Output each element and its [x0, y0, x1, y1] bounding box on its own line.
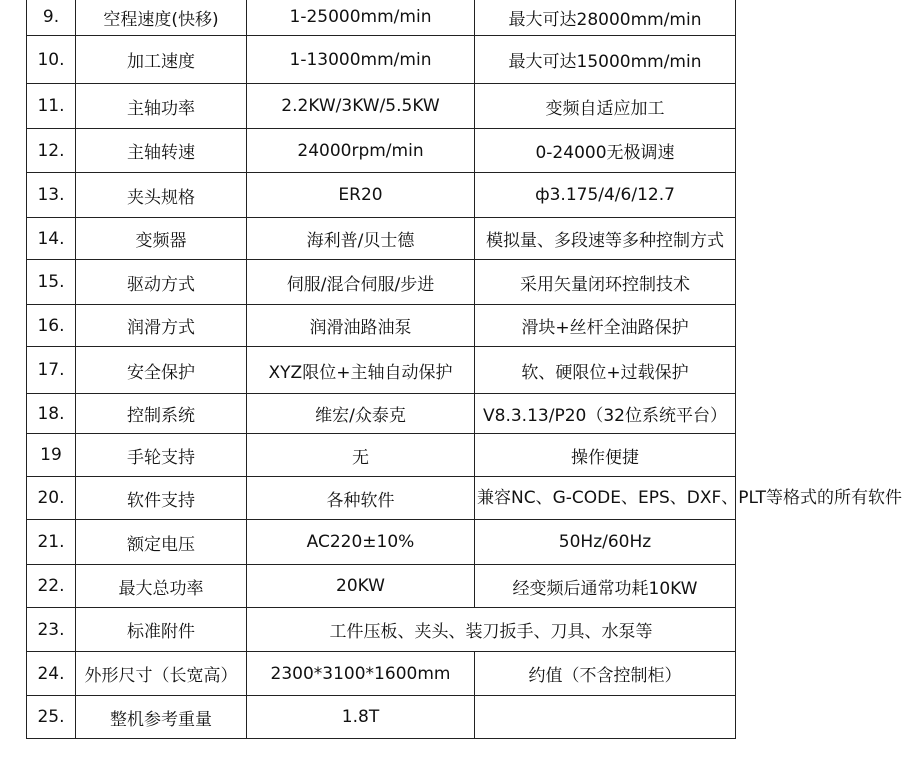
table-row [27, 520, 736, 565]
row-number: 23. [27, 608, 76, 652]
parameter-value: ER20 [247, 173, 475, 218]
parameter-note: 操作便捷 [475, 434, 736, 477]
parameter-name: 最大总功率 [76, 565, 247, 608]
parameter-name: 主轴转速 [76, 129, 247, 173]
table-row [27, 608, 736, 652]
table-row [27, 84, 736, 129]
table-row [27, 260, 736, 305]
parameter-value: 伺服/混合伺服/步进 [247, 260, 475, 305]
parameter-note [475, 696, 736, 739]
parameter-value: 无 [247, 434, 475, 477]
table-row [27, 434, 736, 477]
row-number: 21. [27, 520, 76, 565]
parameter-value: 24000rpm/min [247, 129, 475, 173]
row-number: 20. [27, 477, 76, 520]
table-row [27, 394, 736, 434]
parameter-note: 0-24000无极调速 [475, 129, 736, 173]
parameter-value: 润滑油路油泵 [247, 305, 475, 347]
row-number: 22. [27, 565, 76, 608]
row-number: 13. [27, 173, 76, 218]
row-number: 12. [27, 129, 76, 173]
parameter-value: 1-13000mm/min [247, 36, 475, 84]
parameter-value: 工件压板、夹头、装刀扳手、刀具、水泵等 [247, 608, 736, 652]
row-number: 9. [27, 0, 76, 36]
table-row [27, 347, 736, 394]
parameter-value: 20KW [247, 565, 475, 608]
table-row [27, 218, 736, 260]
parameter-value: 海利普/贝士德 [247, 218, 475, 260]
row-number: 17. [27, 347, 76, 394]
parameter-name: 空程速度(快移) [76, 0, 247, 36]
parameter-note: V8.3.13/P20（32位系统平台） [475, 394, 736, 434]
parameter-note: 50Hz/60Hz [475, 520, 736, 565]
parameter-name: 控制系统 [76, 394, 247, 434]
parameter-note: ф3.175/4/6/12.7 [475, 173, 736, 218]
parameter-name: 主轴功率 [76, 84, 247, 129]
parameter-note: 模拟量、多段速等多种控制方式 [475, 218, 736, 260]
parameter-name: 额定电压 [76, 520, 247, 565]
spec-table [26, 0, 902, 739]
table-row [27, 173, 736, 218]
parameter-value: 各种软件 [247, 477, 475, 520]
parameter-name: 变频器 [76, 218, 247, 260]
parameter-name: 润滑方式 [76, 305, 247, 347]
table-row [27, 477, 736, 520]
parameter-note: 软、硬限位+过载保护 [475, 347, 736, 394]
parameter-note: 经变频后通常功耗10KW [475, 565, 736, 608]
row-number: 24. [27, 652, 76, 696]
row-number: 14. [27, 218, 76, 260]
table-row [27, 565, 736, 608]
parameter-value: 1.8T [247, 696, 475, 739]
row-number: 10. [27, 36, 76, 84]
parameter-note: 滑块+丝杆全油路保护 [475, 305, 736, 347]
parameter-name: 标准附件 [76, 608, 247, 652]
row-number: 19 [27, 434, 76, 477]
table-row [27, 696, 736, 739]
row-number: 11. [27, 84, 76, 129]
table-row [27, 129, 736, 173]
parameter-name: 软件支持 [76, 477, 247, 520]
parameter-name: 外形尺寸（长宽高） [76, 652, 247, 696]
parameter-name: 夹头规格 [76, 173, 247, 218]
parameter-note: 最大可达15000mm/min [475, 36, 736, 84]
table-row [27, 0, 736, 36]
parameter-name: 驱动方式 [76, 260, 247, 305]
table-row [27, 652, 736, 696]
parameter-note: 采用矢量闭环控制技术 [475, 260, 736, 305]
parameter-name: 加工速度 [76, 36, 247, 84]
parameter-value: 2.2KW/3KW/5.5KW [247, 84, 475, 129]
table-row [27, 36, 736, 84]
spec-table-body [27, 0, 902, 739]
parameter-name: 手轮支持 [76, 434, 247, 477]
parameter-note: 最大可达28000mm/min [475, 0, 736, 36]
parameter-note: 约值（不含控制柜） [475, 652, 736, 696]
row-number: 18. [27, 394, 76, 434]
row-number: 15. [27, 260, 76, 305]
row-number: 25. [27, 696, 76, 739]
parameter-name: 安全保护 [76, 347, 247, 394]
row-number: 16. [27, 305, 76, 347]
parameter-value: 维宏/众泰克 [247, 394, 475, 434]
table-row [27, 305, 736, 347]
parameter-value: 2300*3100*1600mm [247, 652, 475, 696]
parameter-value: 1-25000mm/min [247, 0, 475, 36]
parameter-note: 兼容NC、G-CODE、EPS、DXF、PLT等格式的所有软件 [475, 477, 736, 520]
parameter-value: AC220±10% [247, 520, 475, 565]
parameter-value: XYZ限位+主轴自动保护 [247, 347, 475, 394]
parameter-note: 变频自适应加工 [475, 84, 736, 129]
parameter-name: 整机参考重量 [76, 696, 247, 739]
